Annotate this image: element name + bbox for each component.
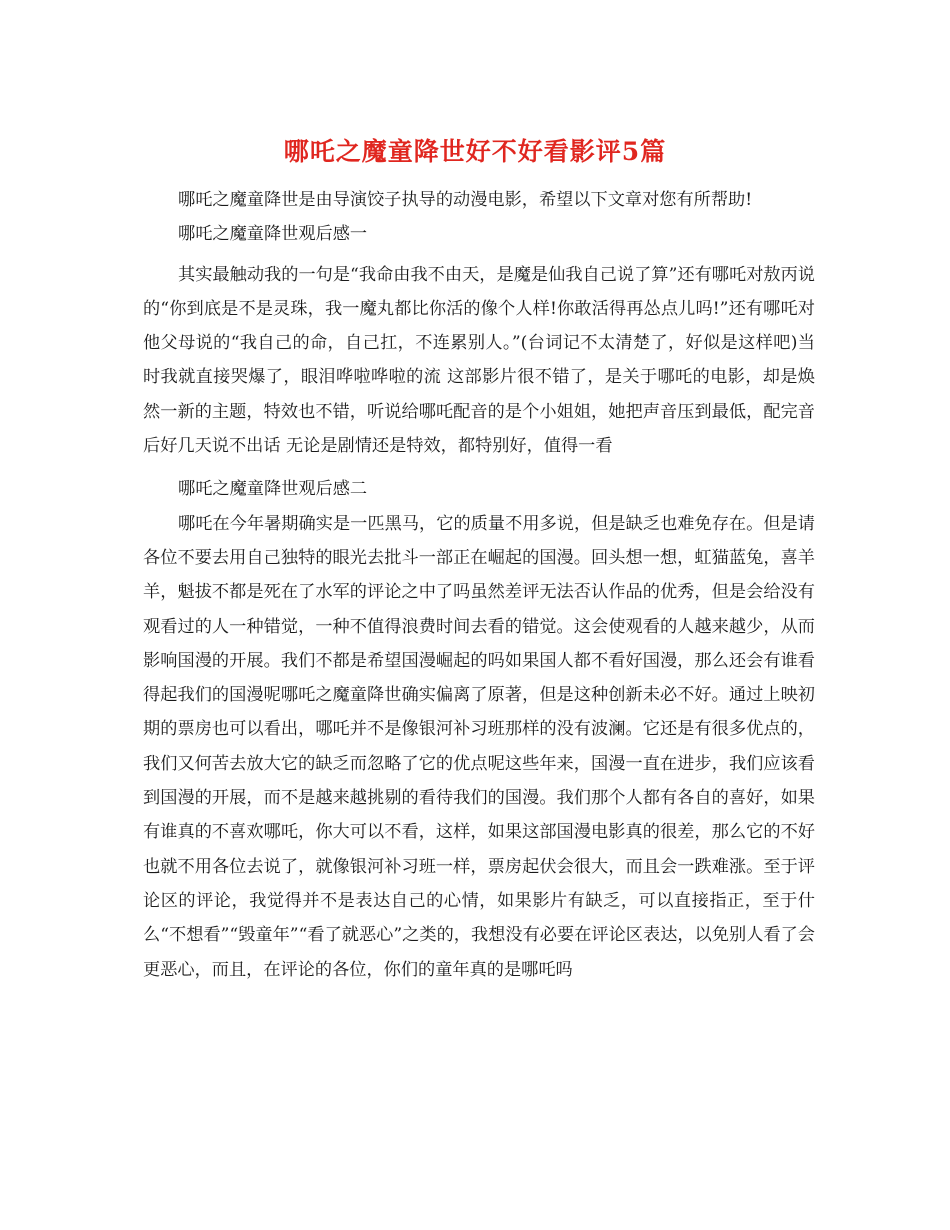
section-1-body: 其实最触动我的一句是“我命由我不由天，是魔是仙我自己说了算”还有哪吒对敖丙说的“你到底是不是灵珠，我一魔丸都比你活的像个人样!你敢活得再怂点儿吗!”还有哪吒对他父母说的“我自己的命，自己扛，不连累别人。”(台词记不太清楚了，好似是这样吧)当时我就直接哭爆了，眼泪哗啦哗啦的流 这部影片很不错了，是关于哪吒的电影，却是焕然一新的主题，特效也不错，听说给哪吒配音的是个小姐姐，她把声音压到最低，配完音后好几天说不出话 无论是剧情还是特效，都特别好，值得一看 bbox=[143, 264, 815, 457]
section-2-heading: 哪吒之魔童降世观后感二 bbox=[178, 479, 368, 500]
section-1-heading: 哪吒之魔童降世观后感一 bbox=[178, 224, 368, 245]
document-title: 哪吒之魔童降世好不好看影评5篇 bbox=[283, 137, 667, 166]
intro-paragraph: 哪吒之魔童降世是由导演饺子执导的动漫电影，希望以下文章对您有所帮助! bbox=[178, 190, 753, 210]
section-2-body: 哪吒在今年暑期确实是一匹黑马，它的质量不用多说，但是缺乏也难免存在。但是请各位不要去用自己独特的眼光去批斗一部正在崛起的国漫。回头想一想，虹猫蓝兔，喜羊羊，魁拔不都是死在了水军的评论之中了吗虽然差评无法否认作品的优秀，但是会给没有观看过的人一种错觉，一种不值得浪费时间去看的错觉。这会使观看的人越来越少，从而影响国漫的开展。我们不都是希望国漫崛起的吗如果国人都不看好国漫，那么还会有谁看得起我们的国漫呢哪吒之魔童降世确实偏离了原著，但是这种创新未必不好。通过上映初期的票房也可以看出，哪吒并不是像银河补习班那样的没有波澜。它还是有很多优点的，我们又何苦去放大它的缺乏而忽略了它的优点呢这些年来，国漫一直在进步，我们应该看到国漫的开展，而不是越来越挑剔的看待我们的国漫。我们那个人都有各自的喜好，如果有谁真的不喜欢哪吒，你大可以不看，这样，如果这部国漫电影真的很差，那么它的不好也就不用各位去说了，就像银河补习班一样，票房起伏会很大，而且会一跌难涨。至于评论区的评论，我觉得并不是表达自己的心情，如果影片有缺乏，可以直接指正，至于什么“不想看”“毁童年”“看了就恶心”之类的，我想没有必要在评论区表达，以免别人看了会更恶心，而且，在评论的各位，你们的童年真的是哪吒吗 bbox=[143, 513, 815, 980]
document-body bbox=[143, 183, 815, 987]
